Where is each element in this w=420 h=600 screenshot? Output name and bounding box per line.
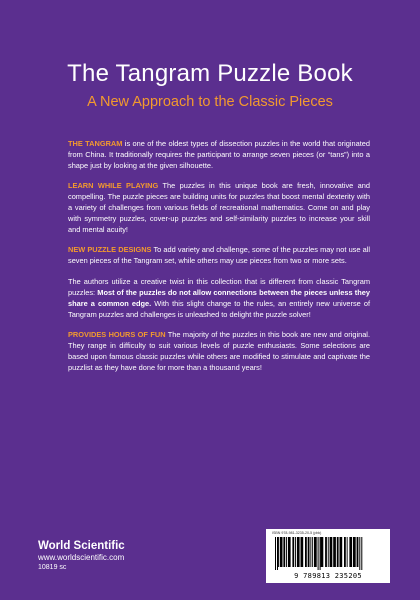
paragraph-text: The puzzles in this unique book are fresh, innovative and compelling. The puzzle pieces are building units for puzzles that boost mental dexterity with a variety of challenges from various fields of recreational mathematics. Come on and play with symmetry puzzles, cover-up puzzles and self-similarity puzzles to increase your skill and mental acuity! <box>68 181 370 234</box>
paragraph-text: is one of the oldest types of dissection puzzles in the world that originated from China. It traditionally requires the participant to arrange seven pieces (or “tans”) into a shape just by looking at the given silhouette. <box>68 139 370 170</box>
paragraph-text: With this slight change to the rules, an entirely new universe of Tangram puzzles and challenges is unleashed to delight the puzzle solver! <box>68 298 371 319</box>
book-title: The Tangram Puzzle Book <box>67 60 353 87</box>
product-code: 10819 sc <box>38 564 67 571</box>
blurb-paragraph-tangram <box>68 139 370 172</box>
blurb-paragraph-fun <box>68 330 370 374</box>
book-subtitle: A New Approach to the Classic Pieces <box>87 94 333 110</box>
publisher-block <box>38 540 125 572</box>
barcode-digits: 9 789813 235205 <box>294 572 362 580</box>
paragraph-bold-text: Most of the puzzles do not allow connections between the pieces unless they share a common edge. <box>68 287 370 308</box>
blurb-paragraph-authors <box>68 277 370 321</box>
paragraph-text: The authors utilize a creative twist in this collection that is different from classic Tangram puzzles: <box>68 276 370 297</box>
paragraph-lead: PROVIDES HOURS OF FUN <box>68 330 166 340</box>
barcode-caption: ISBN 978-981-3235-20-5 (pbk) <box>272 531 322 535</box>
barcode-bars <box>274 537 384 570</box>
isbn-barcode <box>266 529 390 583</box>
publisher-url: www.worldscientific.com <box>38 553 125 562</box>
blurb-text <box>68 139 370 383</box>
paragraph-text: To add variety and challenge, some of the puzzles may not use all seven pieces of the Tangram set, while others may use pieces from two or more sets. <box>68 245 370 266</box>
paragraph-lead: LEARN WHILE PLAYING <box>68 181 159 191</box>
publisher-name: World Scientific <box>38 540 125 552</box>
paragraph-text: The majority of the puzzles in this book are new and original. They range in difficulty to suit various levels of puzzle enthusiasts. Some selections are based upon famous classic puzzles while others are modified to stimulate and captivate the puzzlist as they have done for more than a thousand years! <box>68 330 370 372</box>
blurb-paragraph-designs <box>68 245 370 267</box>
paragraph-lead: THE TANGRAM <box>68 139 123 148</box>
blurb-paragraph-learn <box>68 181 370 236</box>
paragraph-lead: NEW PUZZLE DESIGNS <box>68 245 152 255</box>
